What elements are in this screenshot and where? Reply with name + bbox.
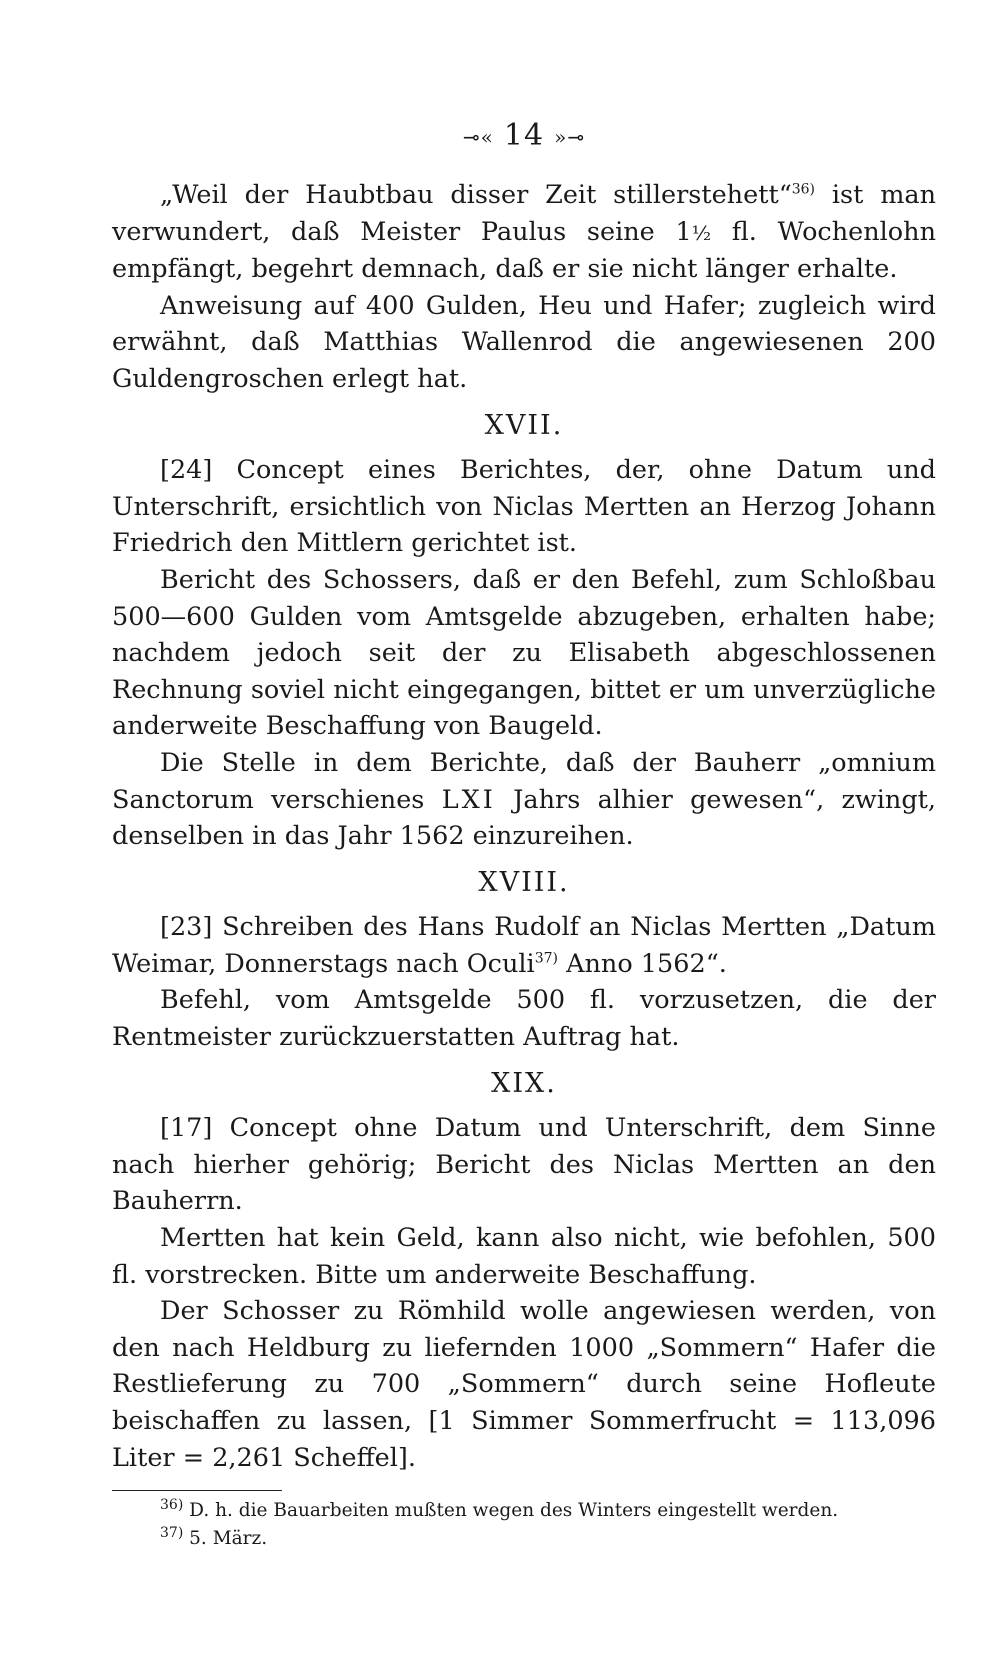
paragraph-text: Die Stelle in dem Berichte, daß der Bauherr „omnium Sanctorum verschienes — [112, 747, 936, 815]
paragraph-text: Jahrs alhier gewesen“, zwingt, denselben in das Jahr 1562 einzureihen. — [112, 784, 937, 852]
ornament-left: ⊸« — [462, 125, 494, 149]
paragraph: Anweisung auf 400 Gulden, Heu und Hafer; zugleich wird erwähnt, daß Matthias Wallenrod die angewiesenen 200 Guldengroschen erlegt hat. — [112, 290, 936, 394]
document-page — [112, 118, 936, 1553]
page-header — [112, 118, 936, 153]
page-number: 14 — [503, 118, 545, 153]
paragraph: Befehl, vom Amtsgelde 500 fl. vorzusetzen, die der Rentmeister zurückzuerstatten Auftrag hat. — [112, 985, 936, 1053]
paragraph-text: fl. Wochenlohn empfängt, begehrt demnach, daß er sie nicht länger erhalte. — [112, 216, 937, 285]
paragraph: Bericht des Schossers, daß er den Befehl, zum Schloßbau 500—600 Gulden vom Amtsgelde abzugeben, erhalten habe; nachdem jedoch seit der zu Elisabeth abgeschlossenen Rechnung soviel nicht eingegangen, bittet er um unverzügliche anderweite Beschaffung von Baugeld. — [112, 564, 936, 742]
footnote-mark: 37) — [160, 1525, 184, 1542]
footnote-mark: 36) — [160, 1497, 184, 1514]
footnote-36 — [112, 1497, 936, 1525]
paragraph-text: „Weil der Haubtbau disser Zeit stillerstehett“ — [160, 180, 792, 210]
footnote-37 — [112, 1525, 936, 1553]
footnote-text: D. h. die Bauarbeiten mußten wegen des Winters eingestellt werden. — [183, 1500, 839, 1522]
paragraph — [112, 909, 936, 982]
paragraph: [24] Concept eines Berichtes, der, ohne Datum und Unterschrift, ersichtlich von Niclas Mertten an Herzog Johann Friedrich den Mittlern gerichtet ist. — [112, 455, 936, 559]
fraction: ½ — [691, 220, 712, 245]
footnote-text: 5. März. — [183, 1528, 268, 1550]
roman-numeral: LXI — [441, 784, 496, 815]
paragraph-text: [23] Schreiben des Hans Rudolf an Niclas Mertten „Datum Weimar, Donnerstags nach Oculi — [112, 912, 936, 979]
paragraph: [17] Concept ohne Datum und Unterschrift, dem Sinne nach hierher gehörig; Bericht des Niclas Mertten an den Bauherrn. — [112, 1113, 936, 1217]
footnote-ref: 37) — [534, 950, 558, 967]
section-heading-xviii: XVIII. — [478, 866, 570, 898]
paragraph-text: Anno 1562“. — [557, 948, 727, 979]
paragraph — [112, 745, 936, 855]
footnote-ref: 36) — [791, 181, 816, 198]
section-heading-xix: XIX. — [491, 1067, 557, 1099]
section-heading-xvii: XVII. — [484, 409, 564, 441]
ornament-right: »⊸ — [554, 125, 586, 149]
paragraph-text: ist man verwundert, daß Meister Paulus seine 1 — [112, 180, 936, 247]
footnote-divider — [112, 1490, 282, 1491]
paragraph — [112, 177, 936, 288]
paragraph: Mertten hat kein Geld, kann also nicht, wie befohlen, 500 fl. vorstrecken. Bitte um anderweite Beschaffung. — [112, 1223, 936, 1290]
paragraph: Der Schosser zu Römhild wolle angewiesen werden, von den nach Heldburg zu liefernden 1000 „Sommern“ Hafer die Restlieferung zu 700 „Sommern“ durch seine Hofleute beischaffen zu lassen, [1 Simmer Sommerfrucht = 113,096 Liter = 2,261 Scheffel]. — [112, 1296, 936, 1473]
